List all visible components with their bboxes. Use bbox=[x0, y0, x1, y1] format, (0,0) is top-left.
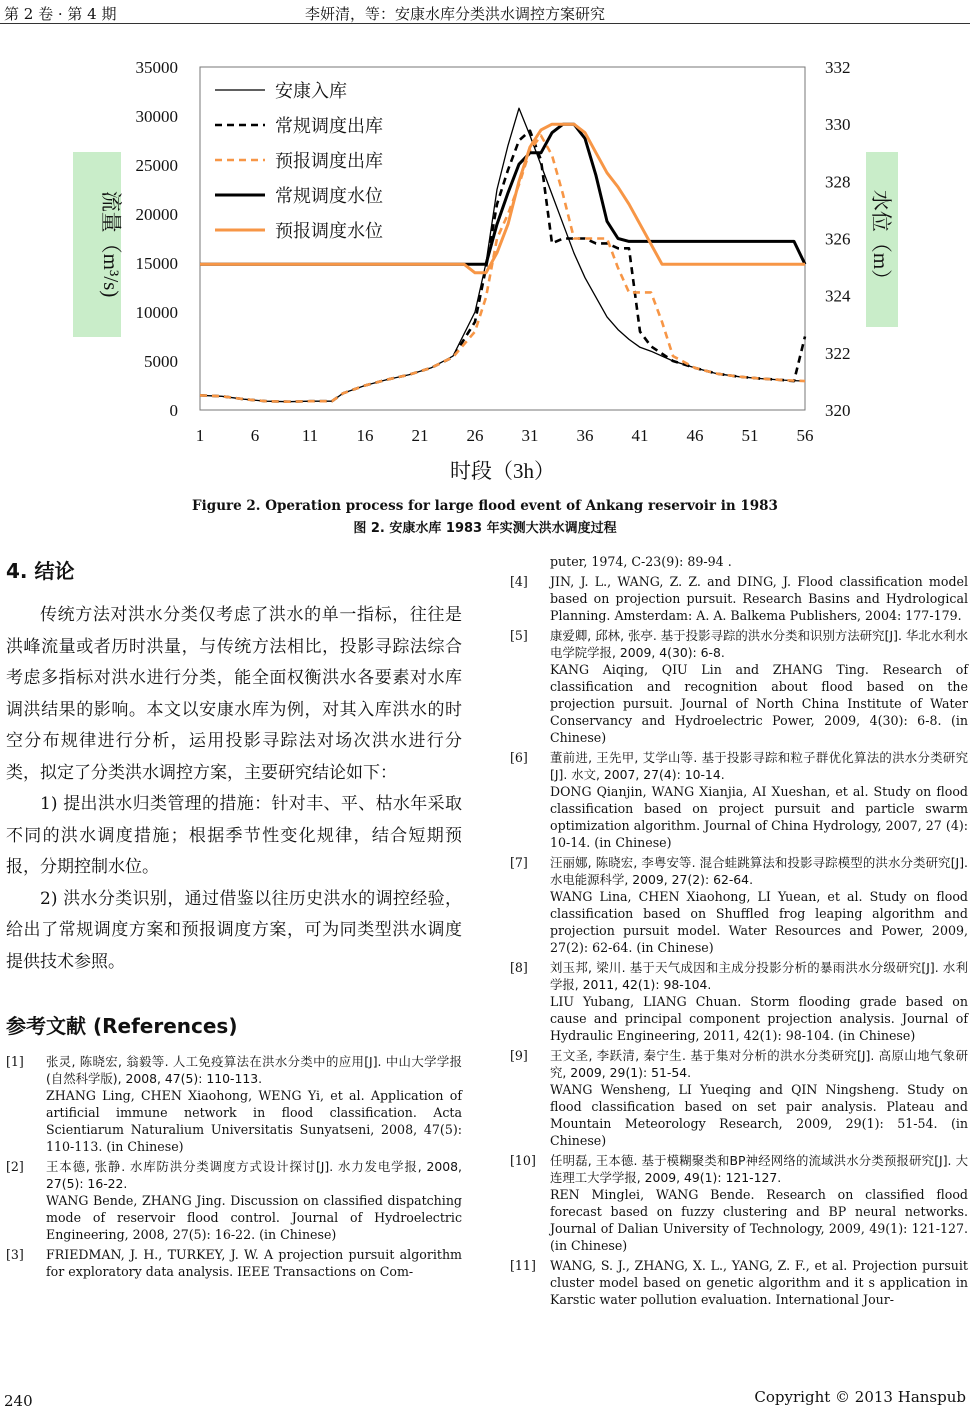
reference-zh: 康爱卿, 邱林, 张亭. 基于投影寻踪的洪水分类和识别方法研究[J]. 华北水利水电学院学报, 2009, 4(30): 6-8. bbox=[550, 628, 968, 660]
reference-en: LIU Yubang, LIANG Chuan. Storm flooding grade based on cause and principal component projection analysis. Journal of Hydraulic Engineering, 2011, 42(1): 98-104. (in Chinese) bbox=[550, 994, 968, 1043]
copyright: Copyright © 2013 Hanspub bbox=[754, 1388, 966, 1406]
reference-number: [11] bbox=[510, 1258, 536, 1273]
x-tick-label: 31 bbox=[521, 426, 539, 445]
section-title-conclusion: 4. 结论 bbox=[6, 559, 75, 583]
x-tick-label: 56 bbox=[796, 426, 814, 445]
left-column bbox=[6, 555, 462, 1283]
y-right-axis-label: 水位（m） bbox=[869, 189, 893, 291]
reference-en: KANG Aiqing, QIU Lin and ZHANG Ting. Research of classification and recognition about flood based on the projection pursuit. Journal of North China Institute of Water Conservancy and Hydroelectric Power, 2009, 4(30): 6-8. (in Chinese) bbox=[550, 662, 968, 745]
reference-en: WANG, S. J., ZHANG, X. L., YANG, Z. F., et al. Projection pursuit cluster model based on genetic algorithm and it s application in Karstic water pollution evaluation. International Jour- bbox=[550, 1258, 968, 1307]
reference-en: JIN, J. L., WANG, Z. Z. and DING, J. Flood classification model based on projection pursuit. Research Basins and Hydrological Planning. Amsterdam: A. A. Balkema Publishers, 2004: 177-179. bbox=[550, 574, 968, 623]
flood-operation-chart bbox=[60, 52, 910, 492]
reference-en: FRIEDMAN, J. H., TURKEY, J. W. A projection pursuit algorithm for exploratory data analysis. IEEE Transactions on Com- bbox=[46, 1247, 462, 1279]
reference-zh: 张灵, 陈晓宏, 翁毅等. 人工免疫算法在洪水分类中的应用[J]. 中山大学学报(自然科学版), 2008, 47(5): 110-113. bbox=[46, 1054, 462, 1086]
right-column bbox=[510, 553, 968, 1311]
reference-item bbox=[510, 959, 968, 1044]
reference-number: [7] bbox=[510, 855, 528, 870]
reference-item bbox=[6, 1053, 462, 1155]
x-tick-label: 41 bbox=[631, 426, 649, 445]
reference-item bbox=[510, 627, 968, 746]
x-tick-label: 6 bbox=[250, 426, 260, 445]
reference-number: [6] bbox=[510, 750, 528, 765]
x-tick-label: 46 bbox=[686, 426, 704, 445]
reference-zh: 汪丽娜, 陈晓宏, 李粤安等. 混合蛙跳算法和投影寻踪模型的洪水分类研究[J]. 水电能源科学, 2009, 27(2): 62-64. bbox=[550, 855, 968, 887]
conclusion-paragraph-2: 1) 提出洪水归类管理的措施：针对丰、平、枯水年采取不同的洪水调度措施；根据季节性变化规律，结合短期预报，分期控制水位。 bbox=[6, 794, 462, 877]
reference-en: DONG Qianjin, WANG Xianjia, AI Xueshan, et al. Study on flood classification based on project pursuit and particle swarm optimization algorithm. Journal of China Hydrology, 2007, 27 (4): 10-14. (in Chinese) bbox=[550, 784, 968, 850]
reference-zh: 任明磊, 王本德. 基于模糊聚类和BP神经网络的流域洪水分类预报研究[J]. 大连理工大学学报, 2009, 49(1): 121-127. bbox=[550, 1153, 968, 1185]
reference-zh: 王本德, 张静. 水库防洪分类调度方式设计探讨[J]. 水力发电学报, 2008, 27(5): 16-22. bbox=[46, 1159, 462, 1191]
reference-zh: 董前进, 王先甲, 艾学山等. 基于投影寻踪和粒子群优化算法的洪水分类研究[J]. 水文, 2007, 27(4): 10-14. bbox=[550, 750, 968, 782]
header-rule bbox=[0, 23, 970, 24]
y-left-tick-label: 35000 bbox=[135, 58, 178, 77]
reference-number: [2] bbox=[6, 1159, 24, 1174]
y-right-tick-label: 322 bbox=[825, 343, 851, 363]
reference-number: [9] bbox=[510, 1048, 528, 1063]
conclusion-paragraph-3: 2) 洪水分类识别，通过借鉴以往历史洪水的调控经验，给出了常规调度方案和预报调度方案，可为同类型洪水调度提供技术参照。 bbox=[6, 888, 462, 972]
reference-en: WANG Bende, ZHANG Jing. Discussion on classified dispatching mode of reservoir flood control. Journal of Hydroelectric Engineering, 2008, 27(5): 16-22. (in Chinese) bbox=[46, 1193, 462, 1242]
reference-item bbox=[510, 573, 968, 624]
figure-caption-zh: 图 2. 安康水库 1983 年实测大洪水调度过程 bbox=[353, 521, 617, 536]
x-tick-label: 21 bbox=[411, 426, 429, 445]
reference-item bbox=[510, 749, 968, 851]
series-line-2 bbox=[200, 131, 805, 402]
y-left-axis-label: 流量（m³/s) bbox=[99, 190, 123, 298]
reference-zh: 刘玉邦, 梁川. 基于天气成因和主成分投影分析的暴雨洪水分级研究[J]. 水利学报, 2011, 42(1): 98-104. bbox=[550, 960, 968, 992]
x-tick-label: 36 bbox=[576, 426, 594, 445]
x-axis-label: 时段（3h） bbox=[450, 459, 555, 483]
legend-label: 常规调度出库 bbox=[275, 116, 383, 136]
y-right-tick-label: 320 bbox=[825, 401, 851, 420]
reference-number: [5] bbox=[510, 628, 528, 643]
references-title: 参考文献 (References) bbox=[6, 1014, 238, 1038]
reference-item bbox=[510, 1257, 968, 1308]
legend-label: 安康入库 bbox=[275, 81, 347, 101]
y-left-tick-label: 30000 bbox=[135, 107, 178, 126]
conclusion-paragraph-1: 传统方法对洪水分类仅考虑了洪水的单一指标，往往是洪峰流量或者历时洪量，与传统方法相比，投影寻踪法综合考虑多指标对洪水进行分类，能全面权衡洪水各要素对水库调洪结果的影响。本文以安康水库为例，对其入库洪水的时空分布规律进行分析，运用投影寻踪法对场次洪水进行分类，拟定了分类洪水调控方案，主要研究结论如下： bbox=[6, 605, 462, 783]
reference-number: [8] bbox=[510, 960, 528, 975]
figure-caption-en: Figure 2. Operation process for large flood event of Ankang reservoir in 1983 bbox=[192, 498, 778, 514]
y-right-tick-label: 326 bbox=[825, 229, 851, 249]
header-authors-title: 李妍清，等：安康水库分类洪水调控方案研究 bbox=[305, 5, 606, 23]
series-line-3 bbox=[200, 136, 805, 402]
reference-item bbox=[6, 1246, 462, 1280]
reference-item bbox=[510, 1152, 968, 1254]
reference-continuation: puter, 1974, C-23(9): 89-94 . bbox=[550, 554, 732, 569]
x-tick-label: 26 bbox=[466, 426, 484, 445]
reference-number: [4] bbox=[510, 574, 528, 589]
reference-en: WANG Lina, CHEN Xiaohong, LI Yuean, et al. Study on flood classification based on Shuffled frog leaping algorithm and projection pursuit model. Water Resources and Power, 2009, 27(2): 62-64. (in Chinese) bbox=[550, 889, 968, 955]
page-number: 240 bbox=[4, 1392, 33, 1410]
reference-zh: 王文圣, 李跃清, 秦宁生. 基于集对分析的洪水分类研究[J]. 高原山地气象研究, 2009, 29(1): 51-54. bbox=[550, 1048, 968, 1080]
reference-en: ZHANG Ling, CHEN Xiaohong, WENG Yi, et al. Application of artificial immune network in flood classification. Acta Scientiarum Naturalium Universitatis Sunyatseni, 2008, 47(5): 110-113. (in Chinese) bbox=[46, 1088, 462, 1154]
reference-item bbox=[510, 854, 968, 956]
reference-number: [10] bbox=[510, 1153, 536, 1168]
header-volume-issue: 第 2 卷 · 第 4 期 bbox=[4, 5, 117, 23]
reference-number: [1] bbox=[6, 1054, 24, 1069]
y-left-tick-label: 0 bbox=[169, 401, 178, 420]
x-tick-label: 11 bbox=[301, 426, 319, 445]
reference-item bbox=[6, 1158, 462, 1243]
y-right-tick-label: 332 bbox=[825, 58, 851, 77]
reference-en: REN Minglei, WANG Bende. Research on classified flood forecast based on fuzzy clustering and BP neural networks. Journal of Dalian University of Technology, 2009, 49(1): 121-127. (in Chinese) bbox=[550, 1187, 968, 1253]
y-right-tick-label: 328 bbox=[825, 172, 851, 192]
x-tick-label: 1 bbox=[195, 426, 205, 445]
y-left-tick-label: 10000 bbox=[135, 303, 178, 322]
legend-label: 预报调度水位 bbox=[275, 221, 383, 241]
x-tick-label: 51 bbox=[741, 426, 759, 445]
reference-item bbox=[510, 1047, 968, 1149]
reference-en: WANG Wensheng, LI Yueqing and QIN Ningsheng. Study on flood classification based on set pair analysis. Plateau and Mountain Meteorology Research, 2009, 29(1): 51-54. (in Chinese) bbox=[550, 1082, 968, 1148]
y-right-tick-label: 330 bbox=[825, 115, 851, 135]
reference-number: [3] bbox=[6, 1247, 24, 1262]
y-left-tick-label: 5000 bbox=[144, 352, 178, 371]
y-left-tick-label: 20000 bbox=[135, 205, 178, 224]
legend-label: 预报调度出库 bbox=[275, 151, 383, 171]
y-right-tick-label: 324 bbox=[825, 286, 851, 306]
y-left-tick-label: 15000 bbox=[135, 254, 178, 273]
running-header bbox=[0, 0, 970, 24]
y-left-tick-label: 25000 bbox=[135, 156, 178, 175]
x-tick-label: 16 bbox=[356, 426, 374, 445]
legend-label: 常规调度水位 bbox=[275, 186, 383, 206]
